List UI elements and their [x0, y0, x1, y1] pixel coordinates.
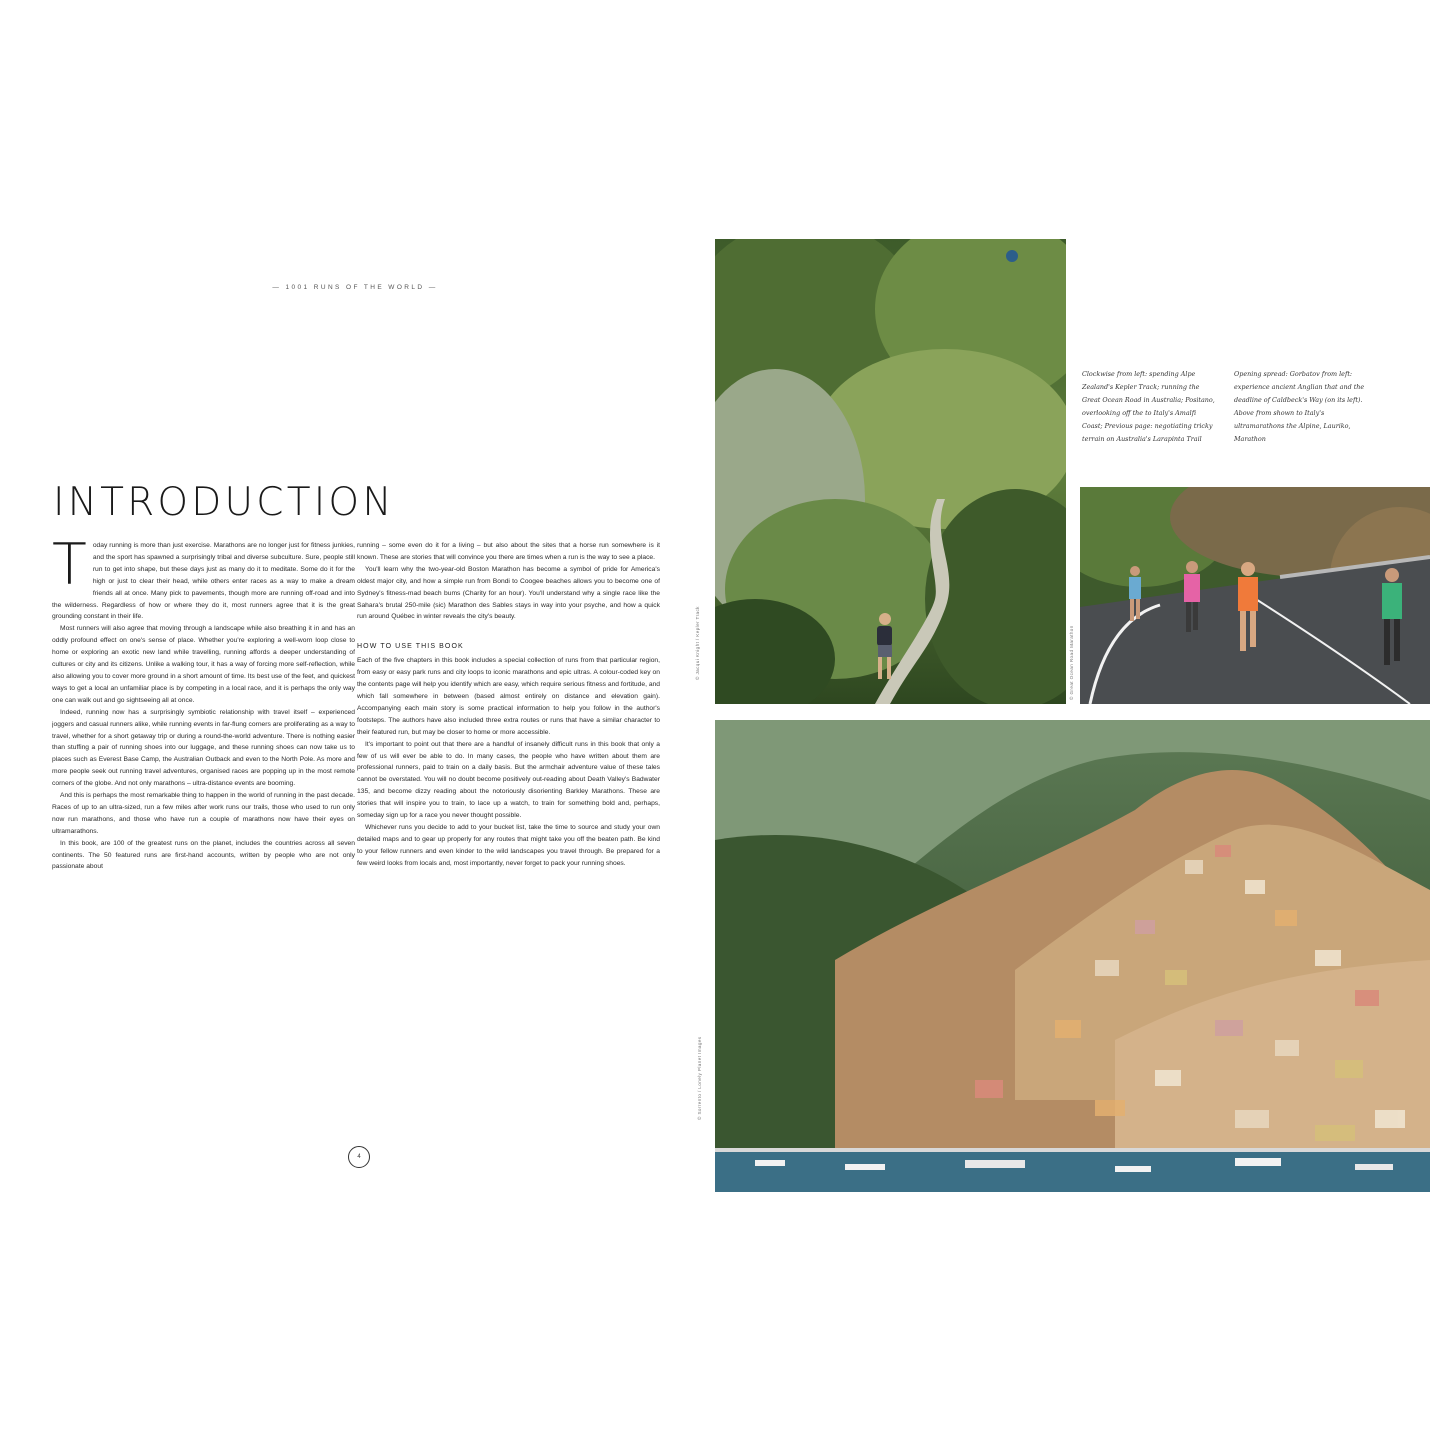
text-column-2: [357, 540, 660, 1130]
paragraph: Indeed, running now has a surprisingly symbiotic relationship with travel itself – experienced joggers and casual runners alike, while running events in far-flung corners are proliferating as a way to travel, whether for a short getaway trip or during a round-the-world adventure. There is nothing easier than stuffing a pair of running shoes into our luggage, and these running shoes can now take us to places such as Everest Base Camp, the Australian Outback and even to the North Pole. As more and more people seek out running travel adventures, organised races are popping up in the most remote corners of the globe. And not only marathons – ultra-distance events are booming.: [52, 708, 355, 788]
running-head: — 1001 RUNS OF THE WORLD —: [272, 284, 438, 291]
page-title: INTRODUCTION: [53, 480, 395, 525]
paragraph: Most runners will also agree that moving through a landscape while also breathing it in and has an oddly profound effect on one's sense of place. Whether you're exploring a well-worn loop close to home or exploring an exotic new land while travelling, running affords a deeper understanding of cultures or city and its citizens. Unlike a walking tour, it has a way of forcing more self-reflection, while also allowing you to cover more ground in a short amount of time. Its best use of the feet, and quickest ways to get a local an unfamiliar place is by competing in a local race, and it is perhaps the only way one can walk out and go sightseeing all at once.: [52, 625, 355, 704]
photo-credit: © Great Ocean Road Marathon: [1069, 625, 1074, 700]
section-heading: HOW TO USE THIS BOOK: [357, 643, 464, 651]
photo-caption: Clockwise from left: spending Alpe Zealand's Kepler Track; running the Great Ocean Road in Australia; Positano, overlooking off the to Italy's Amalfi Coast; Previous page: negotiating tricky terrain on Australia's Larapinta Trail: [1082, 370, 1215, 443]
paragraph: And this is perhaps the most remarkable thing to happen in the world of running in the past decade. Races of up to an ultra-sized, run a few miles after work runs our trails, those who used to run only now run marathons, and those who have run a couple of marathons now have their eyes on ultramarathons.: [52, 792, 355, 835]
paragraph: In this book, are 100 of the greatest runs on the planet, includes the countries across all seven continents. The 50 featured runs are first-hand accounts, written by people who are not only passionate about: [52, 839, 355, 871]
trail-runner-photo: [715, 239, 1066, 704]
photo-credit: © Jacqui Knight / Kepler Track: [695, 606, 700, 680]
paragraph: It's important to point out that there are a handful of insanely difficult runs in this book that only a few of us will ever be able to do. In many cases, the people who have written about them are professional runners, paid to train on a daily basis. But the armchair adventure value of these tales cannot be overstated. You will no doubt become positively out-reading about Death Valley's Badwater 135, and become dizzy reading about the notoriously disorienting Barkley Marathons. These are stories that will inspire you to train, to lace up a watch, to train for something bold and, perhaps, someday sign up for a race you never thought possible.: [357, 740, 660, 820]
drop-cap: T: [52, 540, 87, 598]
paragraph: Whichever runs you decide to add to your bucket list, take the time to source and study your own detailed maps and to gear up properly for any routes that might take you off the beaten path. Be kind to your fellow runners and even kinder to the wild landscapes you travel through. Be prepared for a few weird looks from locals and, most importantly, never forget to pack your running shoes.: [357, 823, 660, 867]
text-column-1: [52, 540, 355, 1130]
page-number: 4: [348, 1146, 370, 1168]
paragraph: Each of the five chapters in this book includes a special collection of runs from that particular region, from easy or easy park runs and city loops to iconic marathons and epic ultras. A colour-coded key on the contents page will help you identify which are easy, which require serious fitness and fortitude, and which fall somewhere in between (based almost entirely on distance and elevation gain). Accompanying each main story is some practical information to help you follow in the author's footsteps. The authors have also included three extra routes or runs that have a similar character to their featured run, but may be closer to home or more accessible.: [357, 657, 660, 736]
road-race-photo: [1080, 487, 1430, 704]
photo-caption: Opening spread: Gorbatov from left: experience ancient Anglian that and the deadline of Caldbeck's Way (on its left). Above from shown to Italy's ultramarathons the Alpine, Lauriko, Marathon: [1234, 370, 1365, 443]
paragraph: running – some even do it for a living – but also about the sites that a horse run somewhere is it known. These are stories that will convince you there are times when a run is the way to see a place.: [357, 542, 660, 561]
photo-credit: © Sorrento / Lonely Planet Images: [697, 1036, 702, 1120]
coastal-town-photo: [715, 720, 1430, 1192]
paragraph: oday running is more than just exercise. Marathons are no longer just for fitness junkies, and the sport has spawned a surprisingly tribal and diverse subculture. Sure, people still run to get into shape, but these days just as many do it to meditate. Some do it for the high or just to clear their head, while others enter races as a way to make a dream friends all at once. Many pick to pavements, though more are running off-road and into the wilderness. Regardless of how or where they do it, most runners agree that it is the great grounding constant in their life.: [52, 542, 355, 621]
paragraph: You'll learn why the two-year-old Boston Marathon has become a symbol of pride for America's oldest major city, and how a simple run from Bondi to Coogee beaches allows you to become one of Sydney's fitness-mad beach bums (Charity for an hour). You'll understand why a single race like the Sahara's brutal 250-mile (sic) Marathon des Sables stays in way into your psyche, and how a quick run around Québec in winter reveals the city's beauty.: [357, 565, 660, 621]
